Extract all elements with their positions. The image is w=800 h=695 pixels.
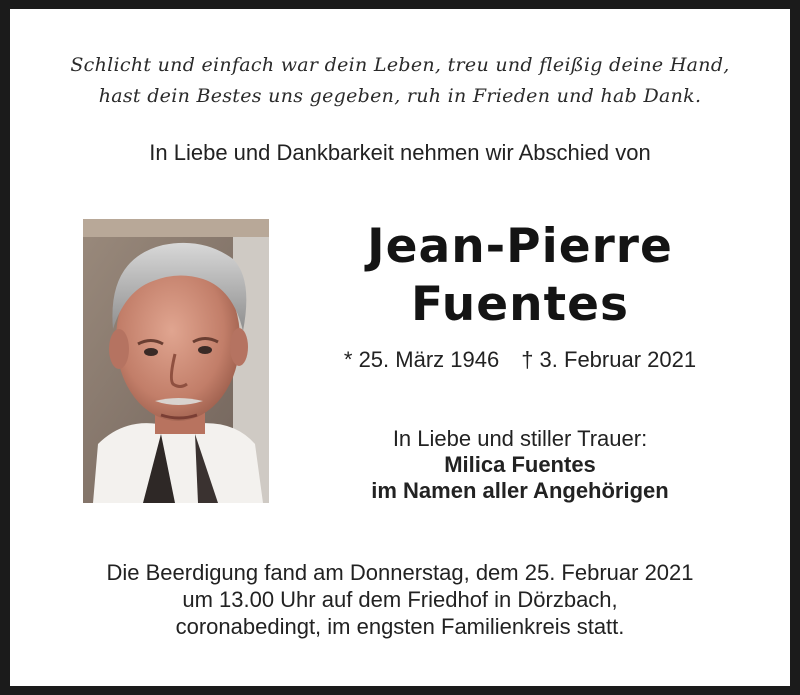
mourners-relatives: im Namen aller Angehörigen — [371, 478, 669, 503]
funeral-line-1: Die Beerdigung fand am Donnerstag, dem 25. Februar 2021 — [106, 560, 694, 585]
death-date: † 3. Februar 2021 — [521, 347, 697, 372]
funeral-line-2: um 13.00 Uhr auf dem Friedhof in Dörzbach, — [182, 587, 618, 612]
intro-text: In Liebe und Dankbarkeit nehmen wir Abschied von — [149, 140, 651, 165]
deceased-name — [330, 218, 710, 334]
funeral-info — [0, 559, 800, 640]
mourners-heading: In Liebe und stiller Trauer: — [392, 426, 648, 451]
verse-line-2: hast dein Bestes uns gegeben, ruh in Frieden und hab Dank. — [98, 85, 702, 107]
life-dates — [320, 347, 720, 373]
deceased-last-name: Fuentes — [411, 277, 629, 332]
funeral-line-3: coronabedingt, im engsten Familienkreis statt. — [175, 614, 625, 639]
birth-date: * 25. März 1946 — [343, 347, 500, 372]
deceased-first-name: Jean-Pierre — [367, 219, 673, 274]
mourners-block — [320, 426, 720, 504]
verse-line-1: Schlicht und einfach war dein Leben, treu und fleißig deine Hand, — [70, 54, 730, 76]
portrait-photo — [83, 219, 269, 503]
mourner-name: Milica Fuentes — [444, 452, 596, 477]
memorial-verse — [0, 50, 800, 112]
